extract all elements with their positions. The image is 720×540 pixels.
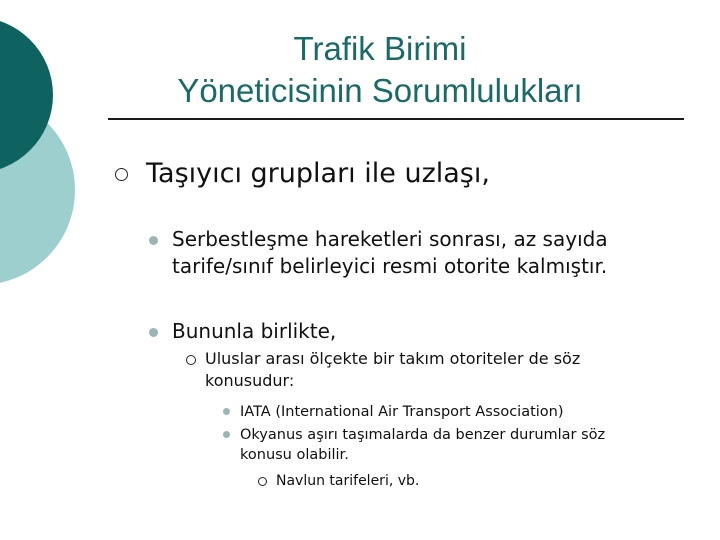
bullet-level3 bbox=[205, 348, 580, 392]
bullet-level1: Taşıyıcı grupları ile uzlaşı, bbox=[146, 158, 490, 189]
bullet-level2-a-line2: tarife/sınıf belirleyici resmi otorite kalmıştır. bbox=[172, 254, 608, 278]
ring-bullet-icon bbox=[115, 168, 128, 181]
bullet-level2-a bbox=[172, 226, 608, 280]
bullet-level3-line2: konusudur: bbox=[205, 371, 295, 390]
bullet-level3-line1: Uluslar arası ölçekte bir takım otoriteler de söz bbox=[205, 349, 581, 368]
dot-bullet-icon bbox=[223, 408, 230, 415]
dot-bullet-icon bbox=[223, 431, 230, 438]
bullet-level2-b: Bununla birlikte, bbox=[172, 319, 337, 343]
bullet-level2-a-line1: Serbestleşme hareketleri sonrası, az sayıda bbox=[172, 227, 608, 251]
ring-bullet-icon bbox=[258, 477, 267, 486]
ring-bullet-icon bbox=[186, 355, 196, 365]
bullet-level4-a: IATA (International Air Transport Association) bbox=[240, 404, 564, 420]
title-divider bbox=[108, 118, 684, 120]
title-line-2: Yöneticisinin Sorumlulukları bbox=[177, 72, 583, 109]
bullet-level5: Navlun tarifeleri, vb. bbox=[276, 473, 420, 489]
dot-bullet-icon bbox=[149, 328, 158, 337]
title-line-1: Trafik Birimi bbox=[293, 30, 467, 67]
dot-bullet-icon bbox=[149, 236, 158, 245]
bullet-level4-b-line1: Okyanus aşırı taşımalarda da benzer durumlar söz bbox=[240, 427, 606, 443]
bullet-level4-b-line2: konusu olabilir. bbox=[240, 447, 349, 463]
bullet-level4-b bbox=[240, 425, 605, 465]
slide-title bbox=[100, 28, 660, 112]
